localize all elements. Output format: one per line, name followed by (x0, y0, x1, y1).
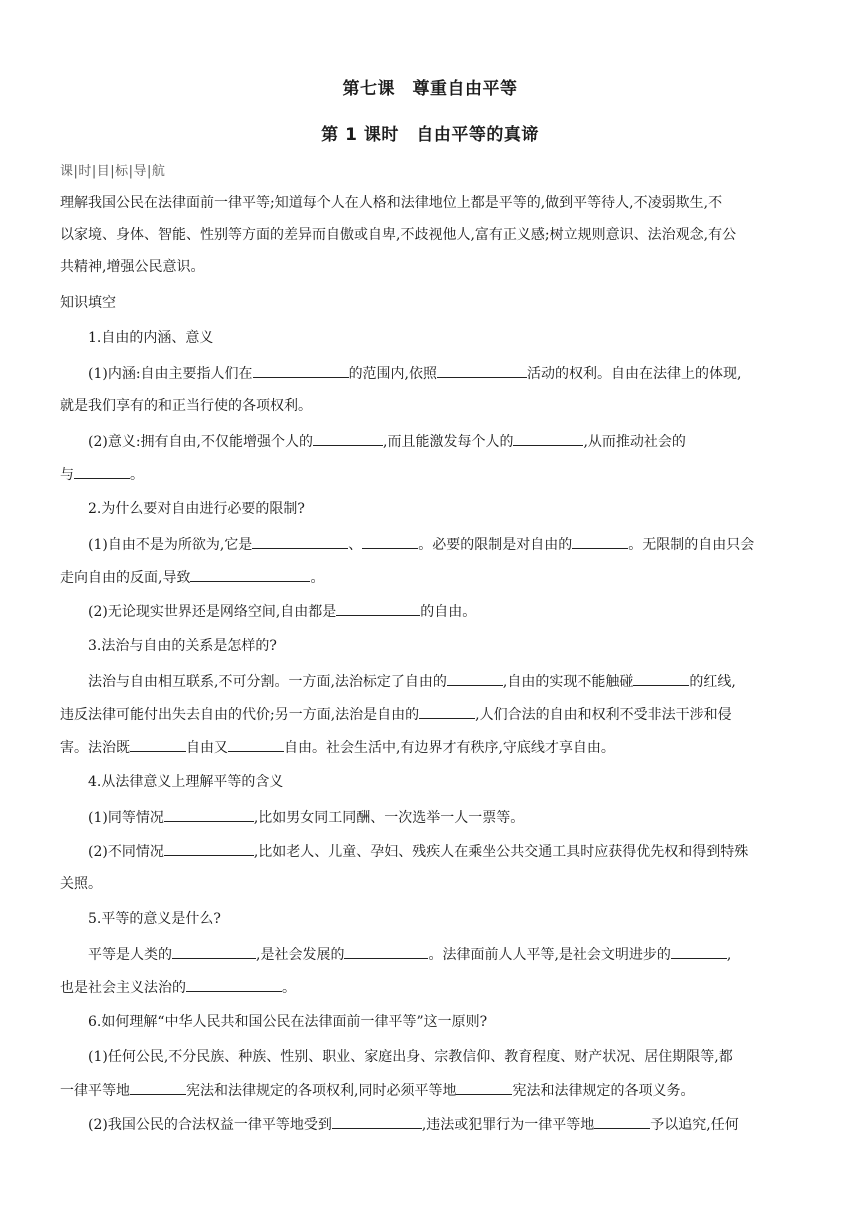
knowledge-label: 知识填空 (60, 295, 116, 311)
blank[interactable] (332, 1114, 422, 1129)
q6-answer-1: (1)任何公民,不分民族、种族、性别、职业、家庭出身、宗教信仰、教育程度、财产状况、居住期限等,都 (88, 1049, 733, 1065)
q6-answer-2: (2)我国公民的合法权益一律平等地受到 ,违法或犯罪行为一律平等地 予以追究,任何 (88, 1114, 800, 1135)
q2-heading: 2.为什么要对自由进行必要的限制? (88, 501, 305, 517)
q2-answer-1-cont: 走向自由的反面,导致 。 (60, 567, 800, 588)
q2-answer-2: (2)无论现实世界还是网络空间,自由都是 的自由。 (88, 601, 800, 622)
blank[interactable] (419, 704, 475, 719)
blank[interactable] (74, 464, 130, 479)
blank[interactable] (190, 567, 310, 582)
q3-line-3: 害。法治既 自由又 自由。社会生活中,有边界才有秩序,守底线才享自由。 (60, 737, 800, 758)
goal-line-1: 理解我国公民在法律面前一律平等;知道每个人在人格和法律地位上都是平等的,做到平等待人,不凌弱欺生,不 (60, 195, 723, 211)
blank[interactable] (437, 363, 527, 378)
blank[interactable] (186, 977, 282, 992)
lesson-title: 第七课 尊重自由平等 (342, 79, 518, 99)
lesson-subtitle: 第 1 课时 自由平等的真谛 (321, 125, 539, 145)
blank[interactable] (253, 363, 349, 378)
q3-line-1: 法治与自由相互联系,不可分割。一方面,法治标定了自由的 ,自由的实现不能触碰 的红线, (88, 671, 800, 692)
q3-heading: 3.法治与自由的关系是怎样的? (88, 638, 277, 654)
goal-line-3: 共精神,增强公民意识。 (60, 259, 205, 275)
blank[interactable] (336, 601, 420, 616)
goal-line-2: 以家境、身体、智能、性别等方面的差异而自傲或自卑,不歧视他人,富有正义感;树立规则意识、法治观念,有公 (60, 227, 737, 243)
q4-heading: 4.从法律意义上理解平等的含义 (88, 774, 284, 790)
q4-answer-2-cont: 关照。 (60, 876, 102, 892)
q4-answer-1: (1)同等情况 ,比如男女同工同酬、一次选举一人一票等。 (88, 807, 800, 828)
q6-answer-1-cont: 一律平等地 宪法和法律规定的各项权利,同时必须平等地 宪法和法律规定的各项义务。 (60, 1080, 800, 1101)
q4-answer-2: (2)不同情况 ,比如老人、儿童、孕妇、残疾人在乘坐公共交通工具时应获得优先权和得到特殊 (88, 841, 800, 862)
blank[interactable] (513, 431, 583, 446)
blank[interactable] (671, 944, 727, 959)
blank[interactable] (344, 944, 428, 959)
q5-line-1: 平等是人类的 ,是社会发展的 。法律面前人人平等,是社会文明进步的 , (88, 944, 800, 965)
blank[interactable] (252, 534, 348, 549)
q1-heading: 1.自由的内涵、意义 (88, 330, 214, 346)
q1-answer-1: (1)内涵:自由主要指人们在 的范围内,依照 活动的权利。自由在法律上的体现, (88, 363, 800, 384)
blank[interactable] (633, 671, 689, 686)
q2-answer-1: (1)自由不是为所欲为,它是 、 。必要的限制是对自由的 。无限制的自由只会 (88, 534, 800, 555)
blank[interactable] (130, 737, 186, 752)
blank[interactable] (362, 534, 418, 549)
nav-label: 课|时|目|标|导|航 (60, 164, 166, 179)
q1-answer-2-cont: 与 。 (60, 464, 800, 485)
q6-heading: 6.如何理解“中华人民共和国公民在法律面前一律平等”这一原则? (88, 1014, 488, 1030)
q1-answer-2: (2)意义:拥有自由,不仅能增强个人的 ,而且能激发每个人的 ,从而推动社会的 (88, 431, 800, 452)
blank[interactable] (164, 841, 254, 856)
blank[interactable] (172, 944, 256, 959)
q5-heading: 5.平等的意义是什么? (88, 911, 221, 927)
q5-line-2: 也是社会主义法治的 。 (60, 977, 800, 998)
blank[interactable] (313, 431, 383, 446)
blank[interactable] (228, 737, 284, 752)
q3-line-2: 违反法律可能付出失去自由的代价;另一方面,法治是自由的 ,人们合法的自由和权利不受非法干涉和侵 (60, 704, 800, 725)
blank[interactable] (594, 1114, 650, 1129)
q1-answer-1-cont: 就是我们享有的和正当行使的各项权利。 (60, 398, 312, 414)
blank[interactable] (456, 1080, 512, 1095)
blank[interactable] (447, 671, 503, 686)
blank[interactable] (164, 807, 254, 822)
blank[interactable] (130, 1080, 186, 1095)
blank[interactable] (572, 534, 628, 549)
